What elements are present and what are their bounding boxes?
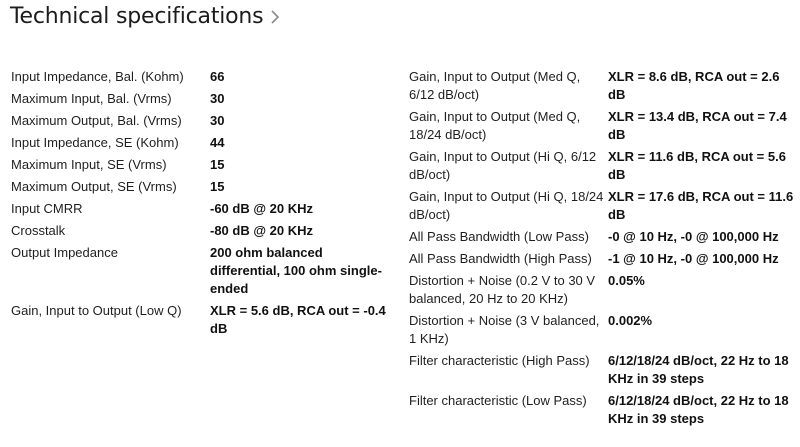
spec-label: Maximum Output, Bal. (Vrms) [11,113,182,128]
spec-row [409,188,794,224]
spec-label: Distortion + Noise (0.2 V to 30 V balanced, 20 Hz to 20 KHz) [409,273,596,306]
spec-value: 44 [210,135,225,150]
spec-value: 6/12/18/24 dB/oct, 22 Hz to 18 KHz in 39 steps [608,393,789,426]
specs-right-column [409,68,794,432]
spec-label: Filter characteristic (High Pass) [409,353,590,368]
spec-label: Maximum Output, SE (Vrms) [11,179,177,194]
spec-row [11,90,391,108]
spec-value: XLR = 5.6 dB, RCA out = -0.4 dB [210,303,386,336]
spec-label: Output Impedance [11,245,118,260]
spec-value: 6/12/18/24 dB/oct, 22 Hz to 18 KHz in 39 steps [608,353,789,386]
spec-label: Input CMRR [11,201,83,216]
spec-label: Gain, Input to Output (Med Q, 18/24 dB/oct) [409,109,581,142]
spec-row [409,250,794,268]
spec-label: Maximum Input, SE (Vrms) [11,157,167,172]
spec-row [11,244,391,298]
spec-row [11,156,391,174]
spec-value: XLR = 11.6 dB, RCA out = 5.6 dB [608,149,786,182]
spec-value: 0.05% [608,273,645,288]
spec-label: Input Impedance, SE (Kohm) [11,135,179,150]
spec-row [409,352,794,388]
spec-row [11,222,391,240]
spec-label: Input Impedance, Bal. (Kohm) [11,69,184,84]
spec-row [11,200,391,218]
spec-row [409,392,794,428]
page-title[interactable] [10,0,281,32]
spec-label: Filter characteristic (Low Pass) [409,393,587,408]
spec-label: Maximum Input, Bal. (Vrms) [11,91,172,106]
spec-value: -60 dB @ 20 KHz [210,201,313,216]
spec-value: XLR = 17.6 dB, RCA out = 11.6 dB [608,189,794,222]
spec-label: Crosstalk [11,223,66,238]
spec-row [11,178,391,196]
spec-row [11,68,391,86]
spec-value: 200 ohm balanced differential, 100 ohm single-ended [210,245,382,296]
spec-value: -1 @ 10 Hz, -0 @ 100,000 Hz [608,251,779,266]
chevron-right-icon[interactable] [269,7,281,25]
spec-value: XLR = 8.6 dB, RCA out = 2.6 dB [608,69,780,102]
spec-value: -0 @ 10 Hz, -0 @ 100,000 Hz [608,229,779,244]
spec-row [409,312,794,348]
spec-label: Gain, Input to Output (Hi Q, 18/24 dB/oct) [409,189,604,222]
spec-value: -80 dB @ 20 KHz [210,223,313,238]
specs-left-column [11,68,391,342]
spec-row [409,108,794,144]
spec-label: All Pass Bandwidth (Low Pass) [409,229,589,244]
spec-value: 0.002% [608,313,653,328]
spec-row [409,148,794,184]
spec-row [409,272,794,308]
spec-row [409,228,794,246]
spec-value: 66 [210,69,225,84]
spec-row [409,68,794,104]
spec-label: All Pass Bandwidth (High Pass) [409,251,592,266]
spec-row [11,134,391,152]
page-title-text: Technical specifications [10,3,264,29]
spec-label: Gain, Input to Output (Hi Q, 6/12 dB/oct) [409,149,597,182]
spec-value: 30 [210,113,225,128]
spec-value: 30 [210,91,225,106]
spec-row [11,302,391,338]
spec-value: XLR = 13.4 dB, RCA out = 7.4 dB [608,109,787,142]
spec-value: 15 [210,157,225,172]
spec-value: 15 [210,179,225,194]
spec-row [11,112,391,130]
spec-label: Gain, Input to Output (Med Q, 6/12 dB/oct) [409,69,581,102]
spec-label: Gain, Input to Output (Low Q) [11,303,182,318]
spec-label: Distortion + Noise (3 V balanced, 1 KHz) [409,313,600,346]
